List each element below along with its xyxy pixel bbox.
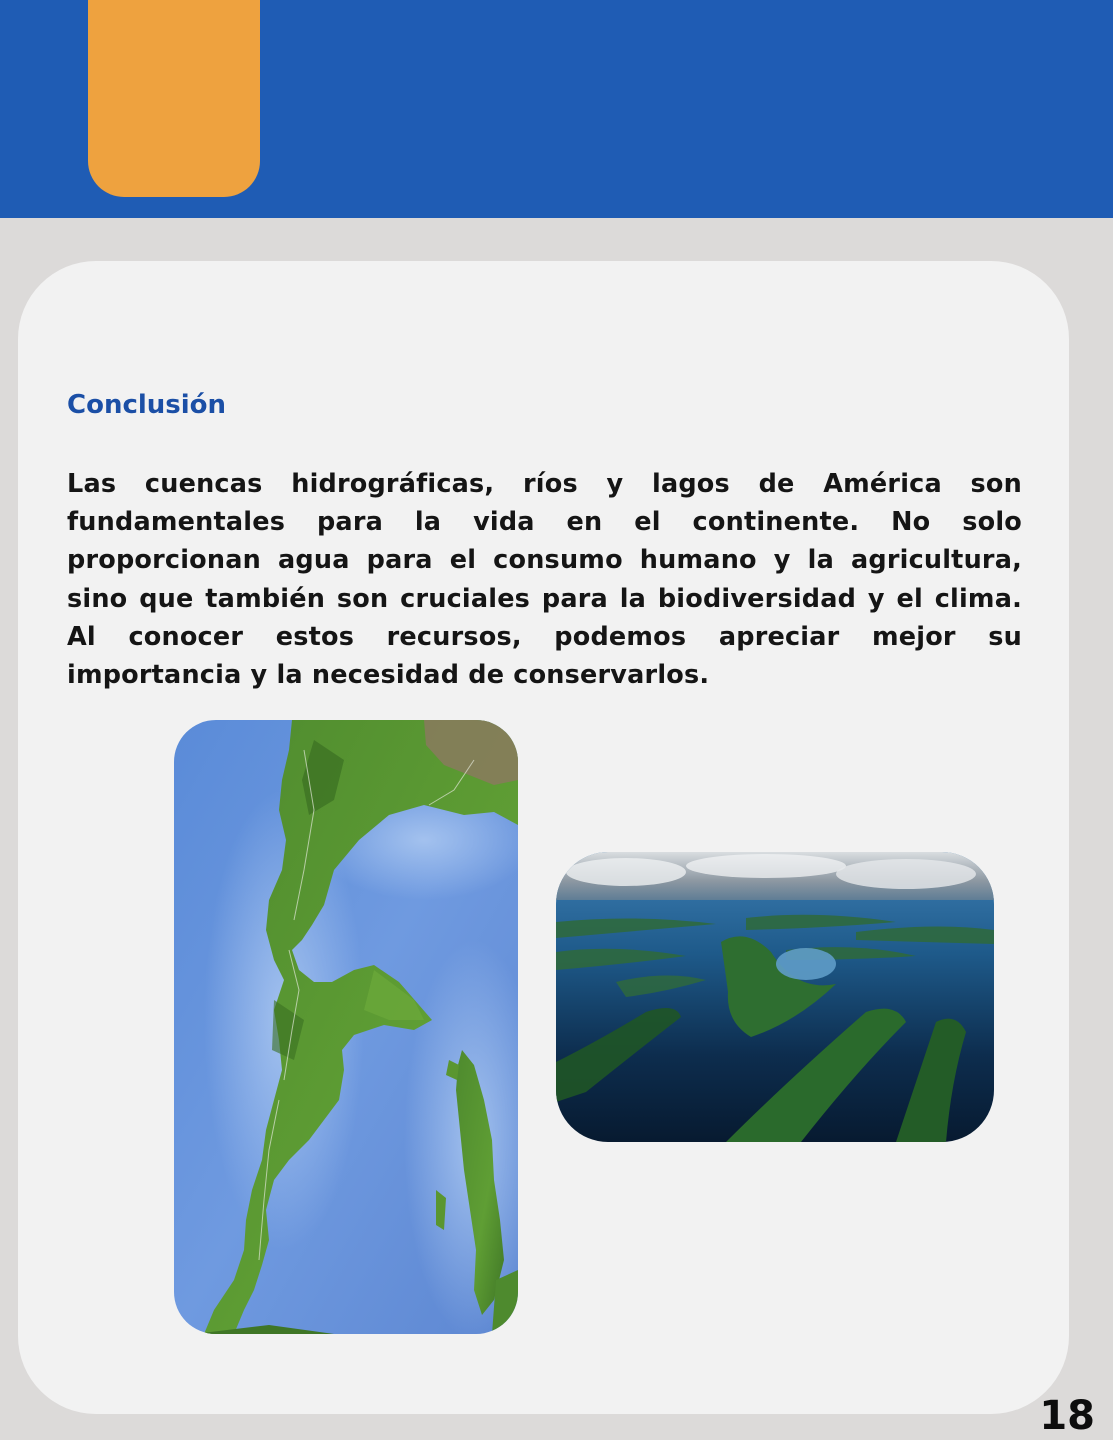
amazon-river-aerial-image: [556, 852, 994, 1142]
page-number: 18: [1039, 1393, 1095, 1439]
accent-tab: [88, 0, 260, 197]
section-heading: Conclusión: [67, 390, 227, 420]
relief-map-image: [174, 720, 518, 1334]
conclusion-paragraph: Las cuencas hidrográficas, ríos y lagos de América son fundamentales para la vida en el continente. No solo proporcionan agua para el consumo humano y la agricultura, sino que también son cruciales para la biodiversidad y el clima. Al conocer estos recursos, podemos apreciar mejor su importancia y la necesidad de conservarlos.: [67, 469, 1022, 691]
